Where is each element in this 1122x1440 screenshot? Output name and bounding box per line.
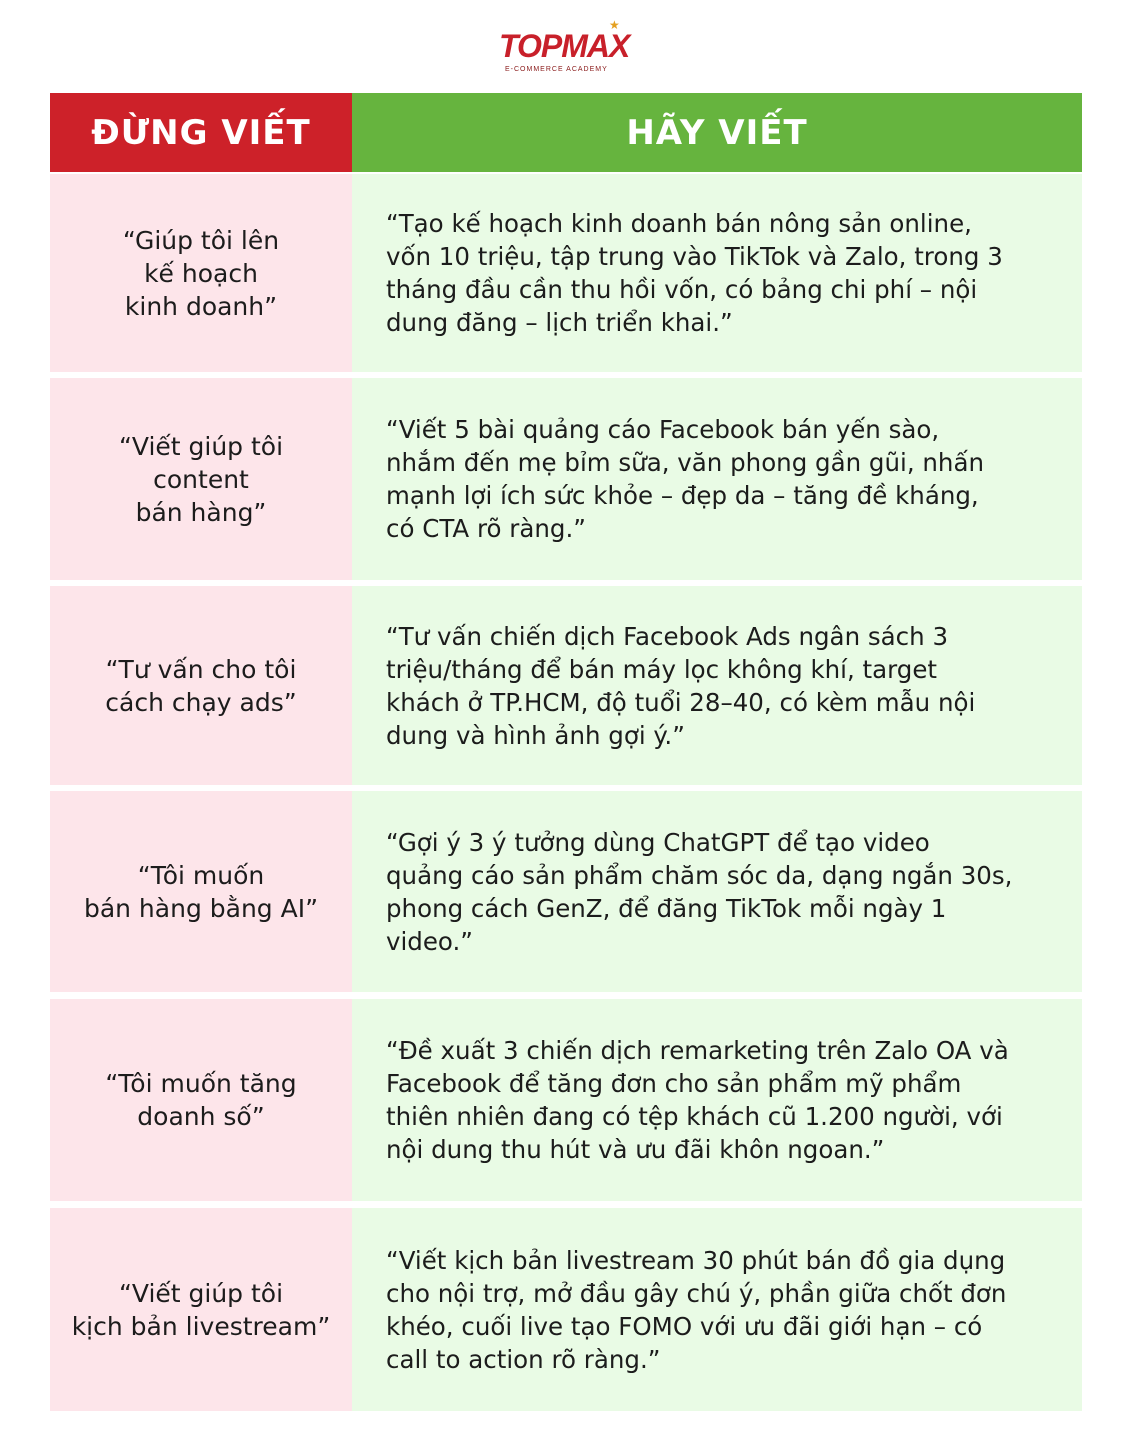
dont-text: “Tôi muốn bán hàng bằng AI” bbox=[83, 860, 319, 923]
dont-cell bbox=[50, 999, 352, 1201]
header-dont-label: ĐỪNG VIẾT bbox=[91, 112, 311, 153]
table-row bbox=[50, 378, 1082, 580]
logo-mark bbox=[491, 18, 631, 82]
do-text: “Gợi ý 3 ý tưởng dùng ChatGPT để tạo video quảng cáo sản phẩm chăm sóc da, dạng ngắn 30s, phong cách GenZ, để đăng TikTok mỗi ngày 1 video.” bbox=[386, 827, 1013, 956]
do-text: “Viết 5 bài quảng cáo Facebook bán yến sào, nhắm đến mẹ bỉm sữa, văn phong gần gũi, nhấn mạnh lợi ích sức khỏe – đẹp da – tăng đề kháng, có CTA rõ ràng.” bbox=[386, 415, 984, 543]
table-row bbox=[50, 1208, 1082, 1411]
table-row bbox=[50, 999, 1082, 1201]
do-cell bbox=[352, 174, 1082, 372]
table-row bbox=[50, 174, 1082, 372]
dont-text: “Viết giúp tôi content bán hàng” bbox=[118, 431, 284, 527]
do-text: “Đề xuất 3 chiến dịch remarketing trên Zalo OA và Facebook để tăng đơn cho sản phẩm mỹ phẩm thiên nhiên đang có tệp khách cũ 1.200 người, với nội dung thu hút và ưu đãi khôn ngoan.” bbox=[386, 1036, 1009, 1164]
do-text: “Tư vấn chiến dịch Facebook Ads ngân sách 3 triệu/tháng để bán máy lọc không khí, target khách ở TP.HCM, độ tuổi 28–40, có kèm mẫu nội dung và hình ảnh gợi ý.” bbox=[386, 621, 976, 750]
do-text: “Viết kịch bản livestream 30 phút bán đồ gia dụng cho nội trợ, mở đầu gây chú ý, phần giữa chốt đơn khéo, cuối live tạo FOMO với ưu đãi giới hạn – có call to action rõ ràng.” bbox=[386, 1245, 1007, 1374]
do-cell bbox=[352, 791, 1082, 992]
do-cell bbox=[352, 378, 1082, 580]
dont-text: “Tôi muốn tăng doanh số” bbox=[105, 1069, 297, 1131]
dont-text: “Viết giúp tôi kịch bản livestream” bbox=[71, 1278, 331, 1341]
logo-tagline: E-COMMERCE ACADEMY bbox=[505, 66, 608, 73]
table-header bbox=[50, 93, 1082, 172]
do-text: “Tạo kế hoạch kinh doanh bán nông sản online, vốn 10 triệu, tập trung vào TikTok và Zalo, trong 3 tháng đầu cần thu hồi vốn, có bảng chi phí – nội dung đăng – lịch triển khai.” bbox=[386, 209, 1003, 337]
do-cell bbox=[352, 586, 1082, 785]
logo-brand: TOPMAX bbox=[499, 28, 630, 64]
do-cell bbox=[352, 1208, 1082, 1411]
dont-text: “Tư vấn cho tôi cách chạy ads” bbox=[105, 654, 297, 717]
header-dont bbox=[50, 93, 352, 172]
dont-cell bbox=[50, 586, 352, 785]
dont-cell bbox=[50, 378, 352, 580]
table-row bbox=[50, 586, 1082, 785]
header-do-label: HÃY VIẾT bbox=[626, 112, 808, 153]
table-row bbox=[50, 791, 1082, 992]
dont-cell bbox=[50, 174, 352, 372]
dont-text: “Giúp tôi lên kế hoạch kinh doanh” bbox=[122, 225, 280, 321]
star-icon: ★ bbox=[609, 18, 620, 32]
comparison-table bbox=[50, 93, 1082, 1411]
header-do bbox=[352, 93, 1082, 172]
do-cell bbox=[352, 999, 1082, 1201]
topmax-logo bbox=[0, 18, 1122, 82]
dont-cell bbox=[50, 1208, 352, 1411]
dont-cell bbox=[50, 791, 352, 992]
